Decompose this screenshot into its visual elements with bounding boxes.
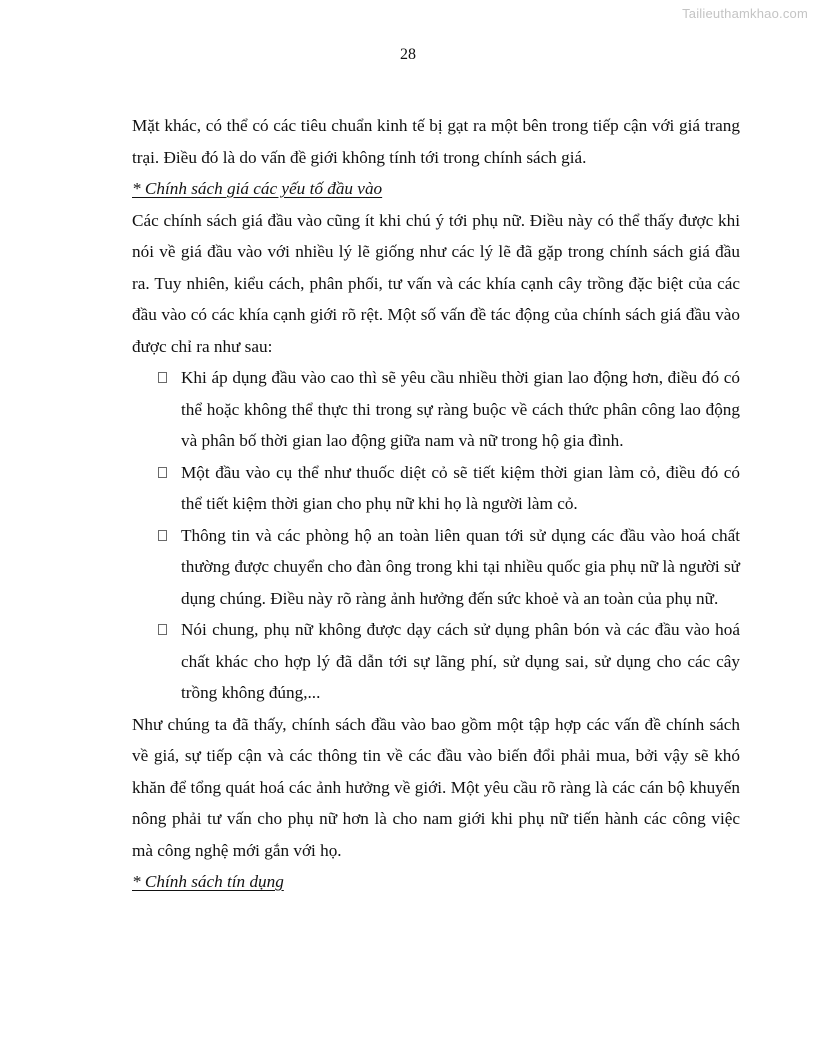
bullet-box-icon [158, 372, 167, 383]
list-item [132, 614, 740, 709]
list-item [132, 362, 740, 457]
list-item-text: Một đầu vào cụ thể như thuốc diệt cỏ sẽ tiết kiệm thời gian làm cỏ, điều đó có thể tiết kiệm thời gian cho phụ nữ khi họ là người làm cỏ. [181, 462, 740, 513]
page-number: 28 [400, 46, 416, 63]
section-heading-credit-policy: * Chính sách tín dụng [132, 872, 284, 891]
list-item [132, 457, 740, 520]
document-body [132, 110, 740, 898]
watermark: Tailieuthamkhao.com [682, 6, 808, 21]
list-item [132, 520, 740, 615]
bullet-list [132, 362, 740, 709]
list-item-text: Thông tin và các phòng hộ an toàn liên quan tới sử dụng các đầu vào hoá chất thường được chuyển cho đàn ông trong khi tại nhiều quốc gia phụ nữ là người sử dụng chúng. Điều này rõ ràng ảnh hưởng đến sức khoẻ và an toàn của phụ nữ. [181, 525, 740, 608]
bullet-box-icon [158, 530, 167, 541]
section-heading-input-price-policy: * Chính sách giá các yếu tố đầu vào [132, 179, 383, 198]
paragraph-intro: Mặt khác, có thể có các tiêu chuẩn kinh tế bị gạt ra một bên trong tiếp cận với giá trang trại. Điều đó là do vấn đề giới không tính tới trong chính sách giá. [132, 116, 740, 167]
paragraph-input-price: Các chính sách giá đầu vào cũng ít khi chú ý tới phụ nữ. Điều này có thể thấy được khi nói về giá đầu vào với nhiều lý lẽ giống như các lý lẽ đã gặp trong chính sách giá đầu ra. Tuy nhiên, kiểu cách, phân phối, tư vấn và các khía cạnh cây trồng đặc biệt của các đầu vào có các khía cạnh giới rõ rệt. Một số vấn đề tác động của chính sách giá đầu vào được chỉ ra như sau: [132, 210, 740, 356]
list-item-text: Khi áp dụng đầu vào cao thì sẽ yêu cầu nhiều thời gian lao động hơn, điều đó có thể hoặc không thể thực thi trong sự ràng buộc về cách thức phân công lao động và phân bố thời gian lao động giữa nam và nữ trong hộ gia đình. [181, 368, 740, 450]
list-item-text: Nói chung, phụ nữ không được dạy cách sử dụng phân bón và các đầu vào hoá chất khác cho hợp lý đã dẫn tới sự lãng phí, sử dụng sai, sử dụng cho các cây trồng không đúng,... [181, 620, 740, 702]
bullet-box-icon [158, 467, 167, 478]
paragraph-summary: Như chúng ta đã thấy, chính sách đầu vào bao gồm một tập hợp các vấn đề chính sách về giá, sự tiếp cận và các thông tin về các đầu vào biến đổi phải mua, bởi vậy sẽ khó khăn để tổng quát hoá các ảnh hưởng về giới. Một yêu cầu rõ ràng là các cán bộ khuyến nông phải tư vấn cho phụ nữ hơn là cho nam giới khi phụ nữ tiến hành các công việc mà công nghệ mới gắn với họ. [132, 714, 740, 860]
bullet-box-icon [158, 624, 167, 635]
